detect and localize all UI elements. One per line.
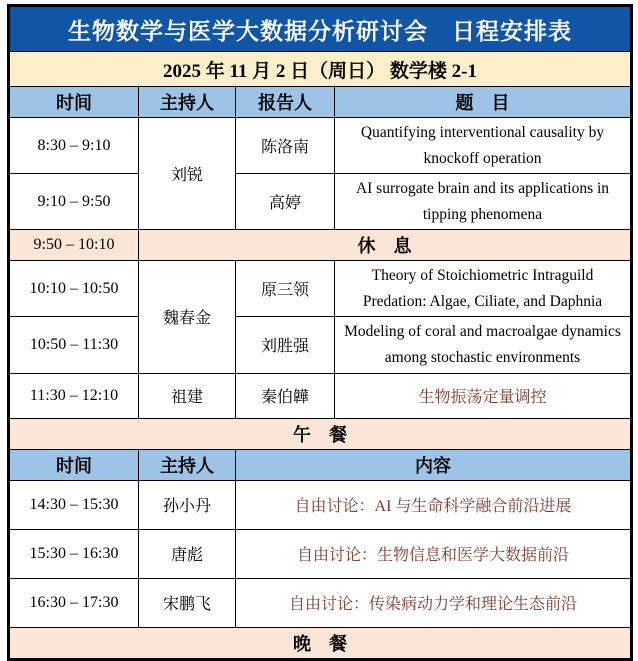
time-cell: 14:30 – 15:30 bbox=[9, 480, 139, 529]
time-cell: 15:30 – 16:30 bbox=[9, 529, 139, 578]
host-cell: 宋鹏飞 bbox=[139, 578, 236, 627]
header-topic: 题 目 bbox=[335, 87, 632, 118]
lunch-label-cell: 午 餐 bbox=[9, 418, 632, 449]
header-host: 主持人 bbox=[139, 449, 236, 480]
lunch-row bbox=[9, 418, 632, 449]
header-time: 时间 bbox=[9, 449, 139, 480]
time-cell: 10:50 – 11:30 bbox=[9, 317, 139, 373]
host-cell: 魏春金 bbox=[139, 261, 236, 373]
content-cell: 自由讨论：生物信息和医学大数据前沿 bbox=[236, 529, 632, 578]
talk-title-cell: 生物振荡定量调控 bbox=[335, 373, 632, 418]
talk-row bbox=[9, 118, 632, 174]
time-cell: 8:30 – 9:10 bbox=[9, 118, 139, 174]
time-cell: 11:30 – 12:10 bbox=[9, 373, 139, 418]
time-cell: 9:10 – 9:50 bbox=[9, 174, 139, 230]
content-cell: 自由讨论：AI 与生命科学融合前沿进展 bbox=[236, 480, 632, 529]
talk-title-cell: Theory of Stoichiometric Intraguild Predation: Algae, Ciliate, and Daphnia bbox=[335, 261, 632, 317]
talk-title-cell: Quantifying interventional causality by knockoff operation bbox=[335, 118, 632, 174]
header-content: 内容 bbox=[236, 449, 632, 480]
break-time-cell: 9:50 – 10:10 bbox=[9, 230, 139, 261]
talk-title-cell: Modeling of coral and macroalgae dynamics among stochastic environments bbox=[335, 317, 632, 373]
host-cell: 祖建 bbox=[139, 373, 236, 418]
talk-row bbox=[9, 261, 632, 317]
speaker-cell: 秦伯韡 bbox=[236, 373, 335, 418]
host-cell: 唐彪 bbox=[139, 529, 236, 578]
break-row bbox=[9, 230, 632, 261]
morning-header-row bbox=[9, 87, 632, 118]
header-time: 时间 bbox=[9, 87, 139, 118]
discussion-row bbox=[9, 578, 632, 627]
talk-row bbox=[9, 317, 632, 373]
header-speaker: 报告人 bbox=[236, 87, 335, 118]
speaker-cell: 高婷 bbox=[236, 174, 335, 230]
page-title: 生物数学与医学大数据分析研讨会 日程安排表 bbox=[9, 6, 632, 52]
date-venue: 2025 年 11 月 2 日（周日） 数学楼 2-1 bbox=[9, 52, 632, 87]
conference-schedule-table bbox=[7, 4, 633, 661]
discussion-row bbox=[9, 529, 632, 578]
time-cell: 10:10 – 10:50 bbox=[9, 261, 139, 317]
host-cell: 孙小丹 bbox=[139, 480, 236, 529]
header-host: 主持人 bbox=[139, 87, 236, 118]
speaker-cell: 原三领 bbox=[236, 261, 335, 317]
dinner-row bbox=[9, 627, 632, 659]
discussion-row bbox=[9, 480, 632, 529]
talk-row bbox=[9, 174, 632, 230]
speaker-cell: 陈洛南 bbox=[236, 118, 335, 174]
time-cell: 16:30 – 17:30 bbox=[9, 578, 139, 627]
content-cell: 自由讨论：传染病动力学和理论生态前沿 bbox=[236, 578, 632, 627]
talk-row bbox=[9, 373, 632, 418]
host-cell: 刘锐 bbox=[139, 118, 236, 230]
talk-title-cell: AI surrogate brain and its applications in tipping phenomena bbox=[335, 174, 632, 230]
afternoon-header-row bbox=[9, 449, 632, 480]
title-row bbox=[9, 6, 632, 52]
dinner-label-cell: 晚 餐 bbox=[9, 627, 632, 659]
speaker-cell: 刘胜强 bbox=[236, 317, 335, 373]
break-label-cell: 休 息 bbox=[139, 230, 632, 261]
date-row bbox=[9, 52, 632, 87]
